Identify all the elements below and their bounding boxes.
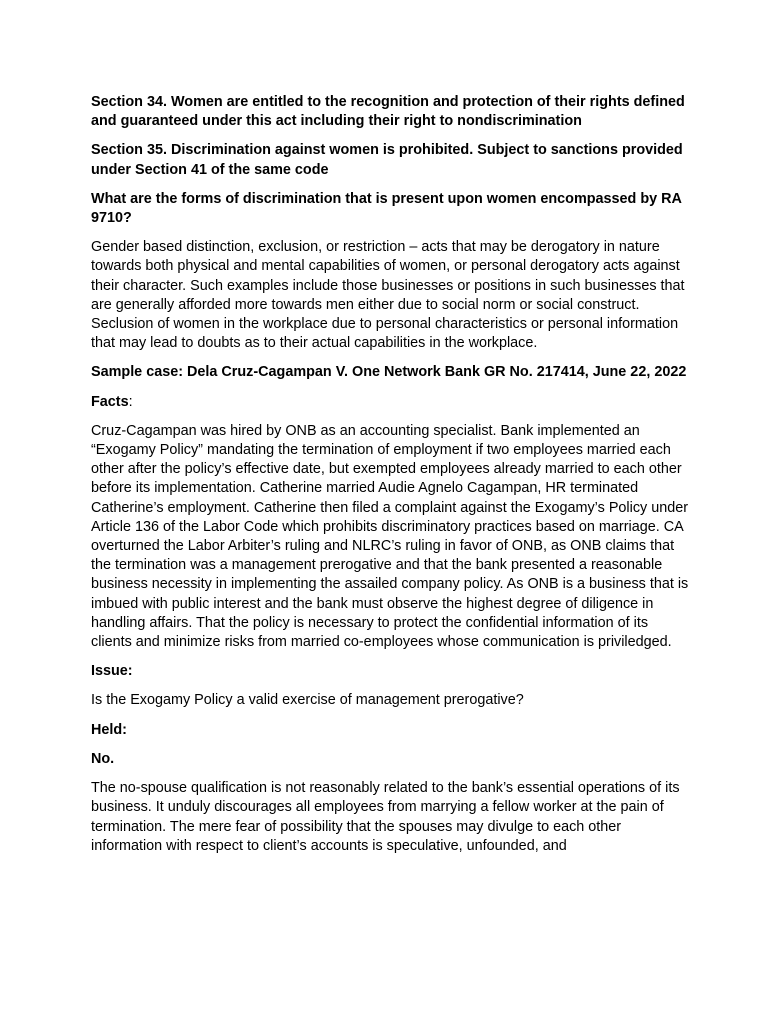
question-heading: What are the forms of discrimination that is present upon women encompassed by RA 9710? [91, 190, 682, 227]
facts-paragraph: Cruz-Cagampan was hired by ONB as an accounting specialist. Bank implemented an “Exogamy Policy” mandating the termination of employment if two employees married each other after the policy’s effective date, but exempted employees already married to each other before its implementation. Catherine married Audie Agnelo Cagampan, HR terminated Catherine’s employment. Catherine then filed a complaint against the Exogamy’s Policy under Article 136 of the Labor Code which prohibits discriminatory practices based on marriage. CA overturned the Labor Arbiter’s ruling and NLRC’s ruling in favor of ONB, as ONB claims that the termination was a management prerogative and that the bank presented a reasonable business necessity in implementing the assailed company policy. As ONB is a business that is imbued with public interest and the bank must observe the highest degree of diligence in handling affairs. That the policy is necessary to protect the confidential information of its clients and minimize risks from married co-employees whose communication is priviledged. [91, 422, 689, 651]
issue-paragraph: Is the Exogamy Policy a valid exercise of management prerogative? [91, 692, 524, 709]
document-page [91, 93, 691, 866]
sample-case-heading: Sample case: Dela Cruz-Cagampan V. One Network Bank GR No. 217414, June 22, 2022 [91, 364, 687, 381]
facts-heading [91, 393, 691, 412]
held-heading: Held: [91, 721, 127, 738]
answer-paragraph: Gender based distinction, exclusion, or restriction – acts that may be derogatory in nature towards both physical and mental capabilities of women, or personal derogatory acts against their character. Such examples include those businesses or positions in such businesses that are generally afforded more towards men either due to social norm or social construct. Seclusion of women in the workplace due to personal characteristics or personal information that may lead to doubts as to their actual capabilities in the workplace. [91, 239, 685, 352]
facts-label: Facts [91, 393, 129, 410]
issue-heading: Issue: [91, 663, 133, 680]
held-answer: No. [91, 750, 115, 767]
held-paragraph: The no-spouse qualification is not reasonably related to the bank’s essential operations of its business. It unduly discourages all employees from marrying a fellow worker at the pain of termination. The mere fear of possibility that the spouses may divulge to each other information with respect to client’s accounts is speculative, unfounded, and [91, 780, 680, 854]
section-34-heading: Section 34. Women are entitled to the recognition and protection of their rights defined and guaranteed under this act including their right to nondiscrimination [91, 94, 685, 130]
facts-colon: : [128, 393, 133, 410]
section-35-heading: Section 35. Discrimination against women is prohibited. Subject to sanctions provided under Section 41 of the same code [91, 142, 683, 178]
